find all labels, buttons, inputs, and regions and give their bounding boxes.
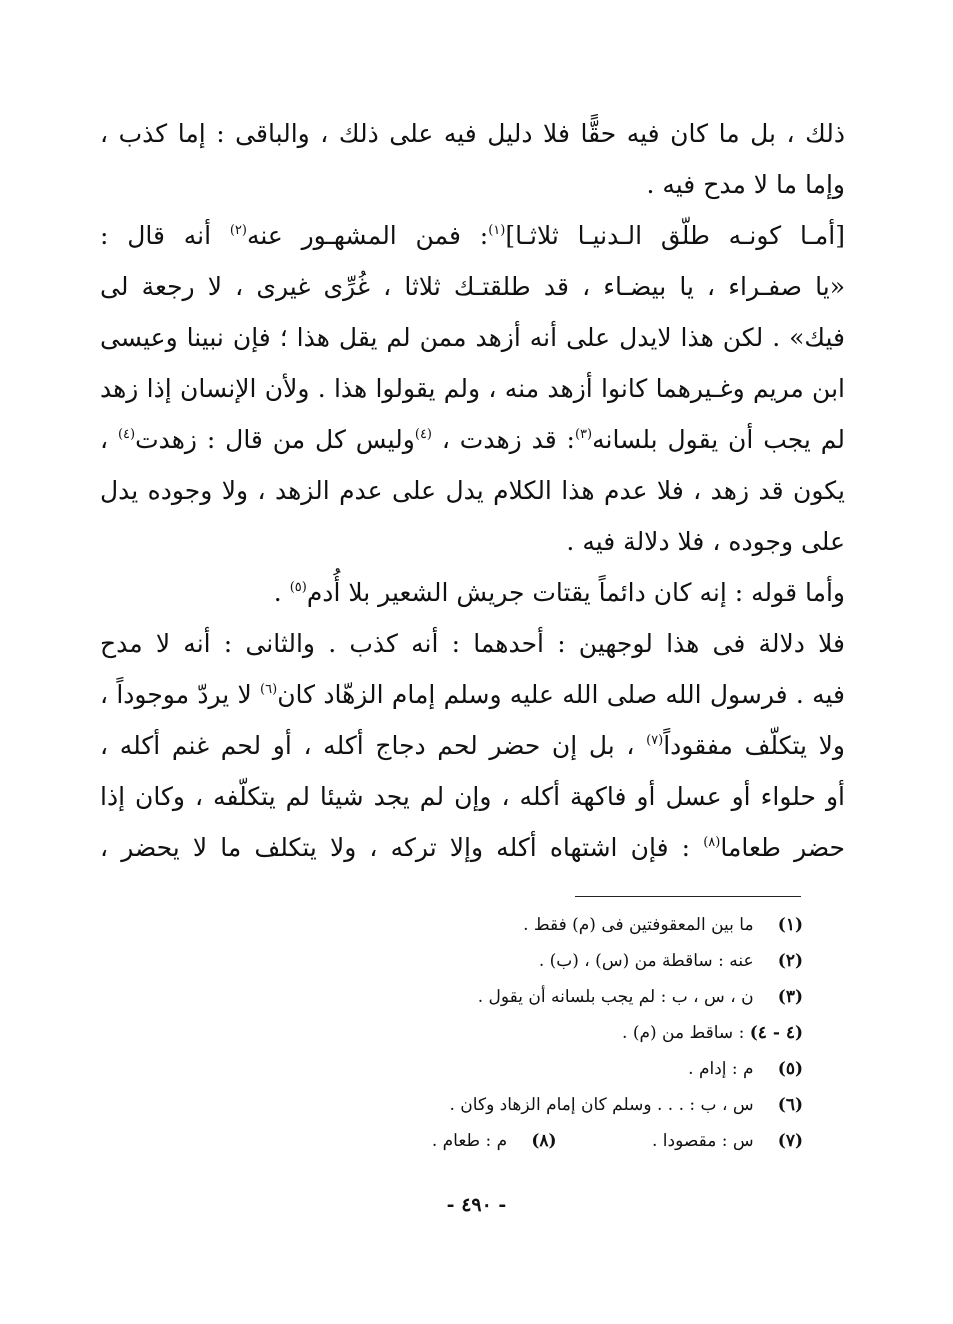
- footnote-ref: (١): [488, 223, 506, 238]
- text-line: وإما ما لا مدح فيه .: [646, 170, 845, 199]
- footnote: [103, 907, 803, 943]
- footnote-ref: (٨): [703, 835, 721, 850]
- text-line: ابن مريم وغـيرهما كانوا أزهد منه ، ولم يقولوا هذا . ولأن الإنسان إذا زهد: [100, 374, 845, 403]
- footnote: [103, 1015, 803, 1051]
- text-line-heading: [أمـا كونـه طلّق الـدنيـا ثلاثـا]$^{(١)}$: فمن المشهـور عنه$^{(٢)}$ أنه قال :: [100, 221, 845, 250]
- footnote-ref: (٦): [260, 682, 278, 697]
- main-text: [100, 108, 845, 873]
- footnote-ref: (٥): [289, 580, 307, 595]
- footnote-number: (٥): [777, 1059, 803, 1079]
- footnote-number: (١): [777, 915, 803, 935]
- footnote: [103, 1051, 803, 1087]
- text-line: ذلك ، بل ما كان فيه حقًّا فلا دليل فيه على ذلك ، والباقى : إما كذب ،: [100, 119, 845, 148]
- text-line: وأما قوله : إنه كان دائماً يقتات جريش الشعير بلا أُدم$^{(٥)}$ .: [273, 578, 845, 607]
- text-line: «يا صفـراء ، يا بيضـاء ، قد طلقتـك ثلاثا ، غُرِّى غيرى ، لا رجعة لى: [100, 272, 845, 301]
- footnote-number: (٦): [777, 1095, 803, 1115]
- footnote-ref: (٤): [117, 427, 136, 442]
- text-line: فلا دلالة فى هذا لوجهين : أحدهما : أنه كذب . والثانى : أنه لا مدح: [100, 629, 845, 658]
- footnote-number: (٢): [777, 951, 803, 971]
- footnote-number: (٣): [777, 987, 803, 1007]
- text-line: فيك» . لكن هذا لايدل على أنه أزهد ممن لم يقل هذا ؛ فإن نبينا وعيسى: [100, 323, 845, 352]
- footnote-text: م : إدام .: [688, 1059, 754, 1079]
- footnote-number: (٨): [531, 1131, 557, 1151]
- footnote-number: (٧): [777, 1131, 803, 1151]
- footnote-text: س ، ب : . . . وسلم كان إمام الزهاد وكان .: [449, 1095, 754, 1115]
- page-number: - ٤٩٠ -: [446, 1194, 507, 1216]
- footnote-text: عنه : ساقطة من (س) ، (ب) .: [538, 951, 754, 971]
- footnote-ref: (٣): [574, 427, 593, 442]
- footnote-text: ما بين المعقوفتين فى (م) فقط .: [523, 915, 754, 935]
- footnote-separator: [575, 896, 801, 897]
- footnote-text: س : مقصودا .: [651, 1131, 754, 1151]
- footnote-text: : ساقط من (م) .: [622, 1023, 745, 1043]
- text-line: لم يجب أن يقول بلسانه$^{(٣)}$: قد زهدت ، $^{(٤)}$وليس كل من قال : زهدت$^{(٤)}$ ،: [100, 425, 845, 454]
- text-line: حضر طعاما$^{(٨)}$ : فإن اشتهاه أكله وإلا تركه ، ولا يتكلف ما لا يحضر ،: [100, 833, 845, 862]
- footnotes: [103, 907, 803, 1159]
- footnote: [103, 943, 803, 979]
- text-line: فيه . فرسول الله صلى الله عليه وسلم إمام الزهّاد كان$^{(٦)}$ لا يردّ موجوداً ،: [100, 680, 845, 709]
- text-line: ولا يتكلّف مفقوداً$^{(٧)}$ ، بل إن حضر لحم دجاج أكله ، أو لحم غنم أكله ،: [100, 731, 845, 760]
- footnote-ref: (٧): [646, 733, 664, 748]
- text-line: على وجوده ، فلا دلالة فيه .: [566, 527, 845, 556]
- footnote-ref: (٢): [229, 223, 247, 238]
- footnote: [103, 979, 803, 1015]
- footnote-text: م : طعام .: [431, 1131, 508, 1151]
- text-line: يكون قد زهد ، فلا عدم هذا الكلام يدل على عدم الزهد ، ولا وجوده يدل: [100, 476, 845, 505]
- footnote-number: (٤ - ٤): [749, 1023, 803, 1043]
- text-line: أو حلواء أو عسل أو فاكهة أكله ، وإن لم يجد شيئا لم يتكلّفه ، وكان إذا: [100, 782, 845, 811]
- footnote-ref: (٤): [414, 427, 432, 442]
- footnote: [103, 1123, 803, 1159]
- footnote-inline: [432, 1123, 557, 1159]
- footnote: [103, 1087, 803, 1123]
- footnote-text: ن ، س ، ب : لم يجب بلسانه أن يقول .: [477, 987, 754, 1007]
